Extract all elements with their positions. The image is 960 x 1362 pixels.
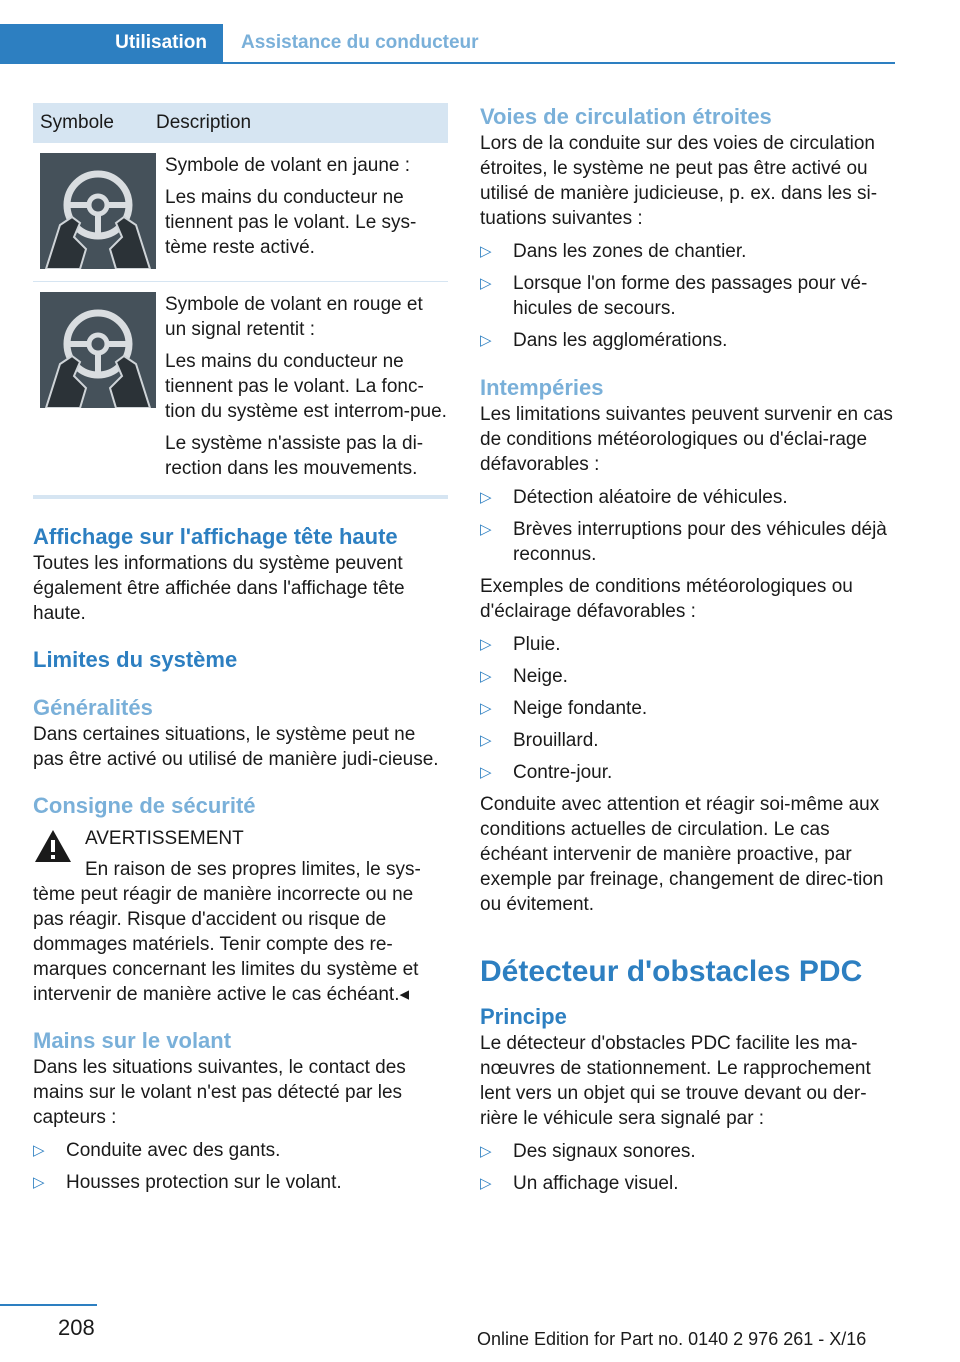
heading-hands-on-wheel: Mains sur le volant (33, 1028, 232, 1053)
warning-label: AVERTISSEMENT (85, 828, 244, 849)
warning-text-content: En raison de ses propres limites, le sys-tème peut réagir de manière incorrecte ou ne pas réagir. Risque d'accident ou risque de dommages matériels. Tenir compte des re-marques concernant les limites du système et intervenir de manière active le cas échéant.◂ (33, 859, 421, 1005)
list-item-text: Dans les zones de chantier. (513, 241, 747, 262)
symbol-description (165, 292, 448, 481)
tab-utilisation[interactable]: Utilisation (0, 24, 223, 62)
list-item-text: Un affichage visuel. (513, 1173, 679, 1194)
list-item-text: Lorsque l'on forme des passages pour vé-hicules de secours. (513, 273, 868, 319)
list-item-text: Neige. (513, 666, 568, 687)
list-item (480, 271, 895, 321)
list-item-text: Housses protection sur le volant. (66, 1172, 342, 1193)
list-item (480, 1171, 895, 1196)
warning-triangle-icon (33, 828, 73, 869)
left-column (33, 103, 448, 1202)
table-row (33, 143, 448, 282)
description-line: Les mains du conducteur ne tiennent pas le volant. Le sys-tème reste activé. (165, 187, 417, 258)
table-row (33, 282, 448, 499)
steering-wheel-red-icon (40, 292, 156, 408)
list-item-text: Des signaux sonores. (513, 1141, 696, 1162)
heading-safety: Consigne de sécurité (33, 793, 256, 818)
triangle-bullet-icon: ▷ (480, 700, 492, 717)
heading-general: Généralités (33, 695, 153, 720)
hands-list (33, 1138, 448, 1195)
hud-paragraph: Toutes les informations du système peuvent également être affichée dans l'affichage tête haute. (33, 553, 405, 624)
heading-system-limits: Limites du système (33, 647, 238, 672)
examples-list (480, 632, 895, 785)
list-item (33, 1170, 448, 1195)
page-number-rule (0, 1304, 97, 1306)
symbol-description (165, 153, 448, 269)
description-line: Le système n'assiste pas la di-rection dans les mouvements. (165, 433, 424, 479)
triangle-bullet-icon: ▷ (480, 521, 492, 538)
list-item (33, 1138, 448, 1163)
list-item (480, 696, 895, 721)
list-item (480, 1139, 895, 1164)
triangle-bullet-icon: ▷ (480, 636, 492, 653)
heading-narrow-lanes: Voies de circulation étroites (480, 104, 772, 129)
list-item (480, 664, 895, 689)
list-item-text: Brouillard. (513, 730, 599, 751)
list-item-text: Contre-jour. (513, 762, 613, 783)
triangle-bullet-icon: ▷ (480, 275, 492, 292)
list-item (480, 632, 895, 657)
triangle-bullet-icon: ▷ (33, 1174, 45, 1191)
list-item (480, 517, 895, 567)
list-item-text: Brèves interruptions pour des véhicules déjà reconnus. (513, 519, 887, 565)
heading-weather: Intempéries (480, 375, 604, 400)
narrow-paragraph: Lors de la conduite sur des voies de circulation étroites, le système ne peut pas être activé ou utilisé de manière judicieuse, p. ex. dans les si-tuations suivantes : (480, 133, 878, 229)
symbol-table (33, 103, 448, 499)
page-header (0, 24, 895, 64)
description-line: Les mains du conducteur ne tiennent pas le volant. La fonc-tion du système est interrom-pue. (165, 351, 447, 422)
description-line: Symbole de volant en rouge et un signal retentit : (165, 294, 423, 340)
warning-text (33, 857, 448, 1007)
triangle-bullet-icon: ▷ (33, 1142, 45, 1159)
triangle-bullet-icon: ▷ (480, 243, 492, 260)
list-item (480, 760, 895, 785)
examples-paragraph: Exemples de conditions météorologiques ou d'éclairage défavorables : (480, 576, 853, 622)
triangle-bullet-icon: ▷ (480, 1175, 492, 1192)
heading-pdc: Détecteur d'obstacles PDC (480, 955, 863, 988)
steering-wheel-yellow-icon (40, 153, 156, 269)
heading-hud: Affichage sur l'affichage tête haute (33, 524, 398, 549)
list-item-text: Dans les agglomérations. (513, 330, 728, 351)
triangle-bullet-icon: ▷ (480, 732, 492, 749)
right-column (480, 103, 895, 1203)
triangle-bullet-icon: ▷ (480, 764, 492, 781)
col-header-description: Description (156, 112, 252, 133)
col-header-symbol: Symbole (40, 112, 114, 133)
list-item-text: Conduite avec des gants. (66, 1140, 281, 1161)
hands-paragraph: Dans les situations suivantes, le contact des mains sur le volant n'est pas détecté par les capteurs : (33, 1057, 406, 1128)
list-item-text: Détection aléatoire de véhicules. (513, 487, 788, 508)
weather-list (480, 485, 895, 567)
description-line: Symbole de volant en jaune : (165, 155, 411, 176)
triangle-bullet-icon: ▷ (480, 668, 492, 685)
principle-list (480, 1139, 895, 1196)
weather-paragraph: Les limitations suivantes peuvent survenir en cas de conditions météorologiques ou d'éclai-rage défavorables : (480, 404, 893, 475)
list-item-text: Pluie. (513, 634, 561, 655)
conduct-paragraph: Conduite avec attention et réagir soi-même aux conditions actuelles de circulation. Le cas échéant intervenir de manière proactive, par exemple par freinage, changement de direc-tion ou évitement. (480, 794, 884, 915)
general-paragraph: Dans certaines situations, le système peut ne pas être activé ou utilisé de manière judi-cieuse. (33, 724, 439, 770)
principle-paragraph: Le détecteur d'obstacles PDC facilite les ma-nœuvres de stationnement. Le rapprochement lent vers un objet qui se trouve devant ou der-rière le véhicule sera signalé par : (480, 1033, 871, 1129)
symbol-table-header (33, 103, 448, 143)
list-item (480, 728, 895, 753)
narrow-list (480, 239, 895, 353)
triangle-bullet-icon: ▷ (480, 489, 492, 506)
heading-principle: Principe (480, 1004, 567, 1029)
list-item-text: Neige fondante. (513, 698, 648, 719)
edition-footer: Online Edition for Part no. 0140 2 976 261 - X/16 (477, 1329, 867, 1349)
triangle-bullet-icon: ▷ (480, 1143, 492, 1160)
warning-block (33, 826, 448, 851)
triangle-bullet-icon: ▷ (480, 332, 492, 349)
tab-assistance-conducteur[interactable]: Assistance du conducteur (241, 32, 479, 53)
list-item (480, 485, 895, 510)
list-item (480, 328, 895, 353)
list-item (480, 239, 895, 264)
page-number: 208 (58, 1315, 95, 1340)
